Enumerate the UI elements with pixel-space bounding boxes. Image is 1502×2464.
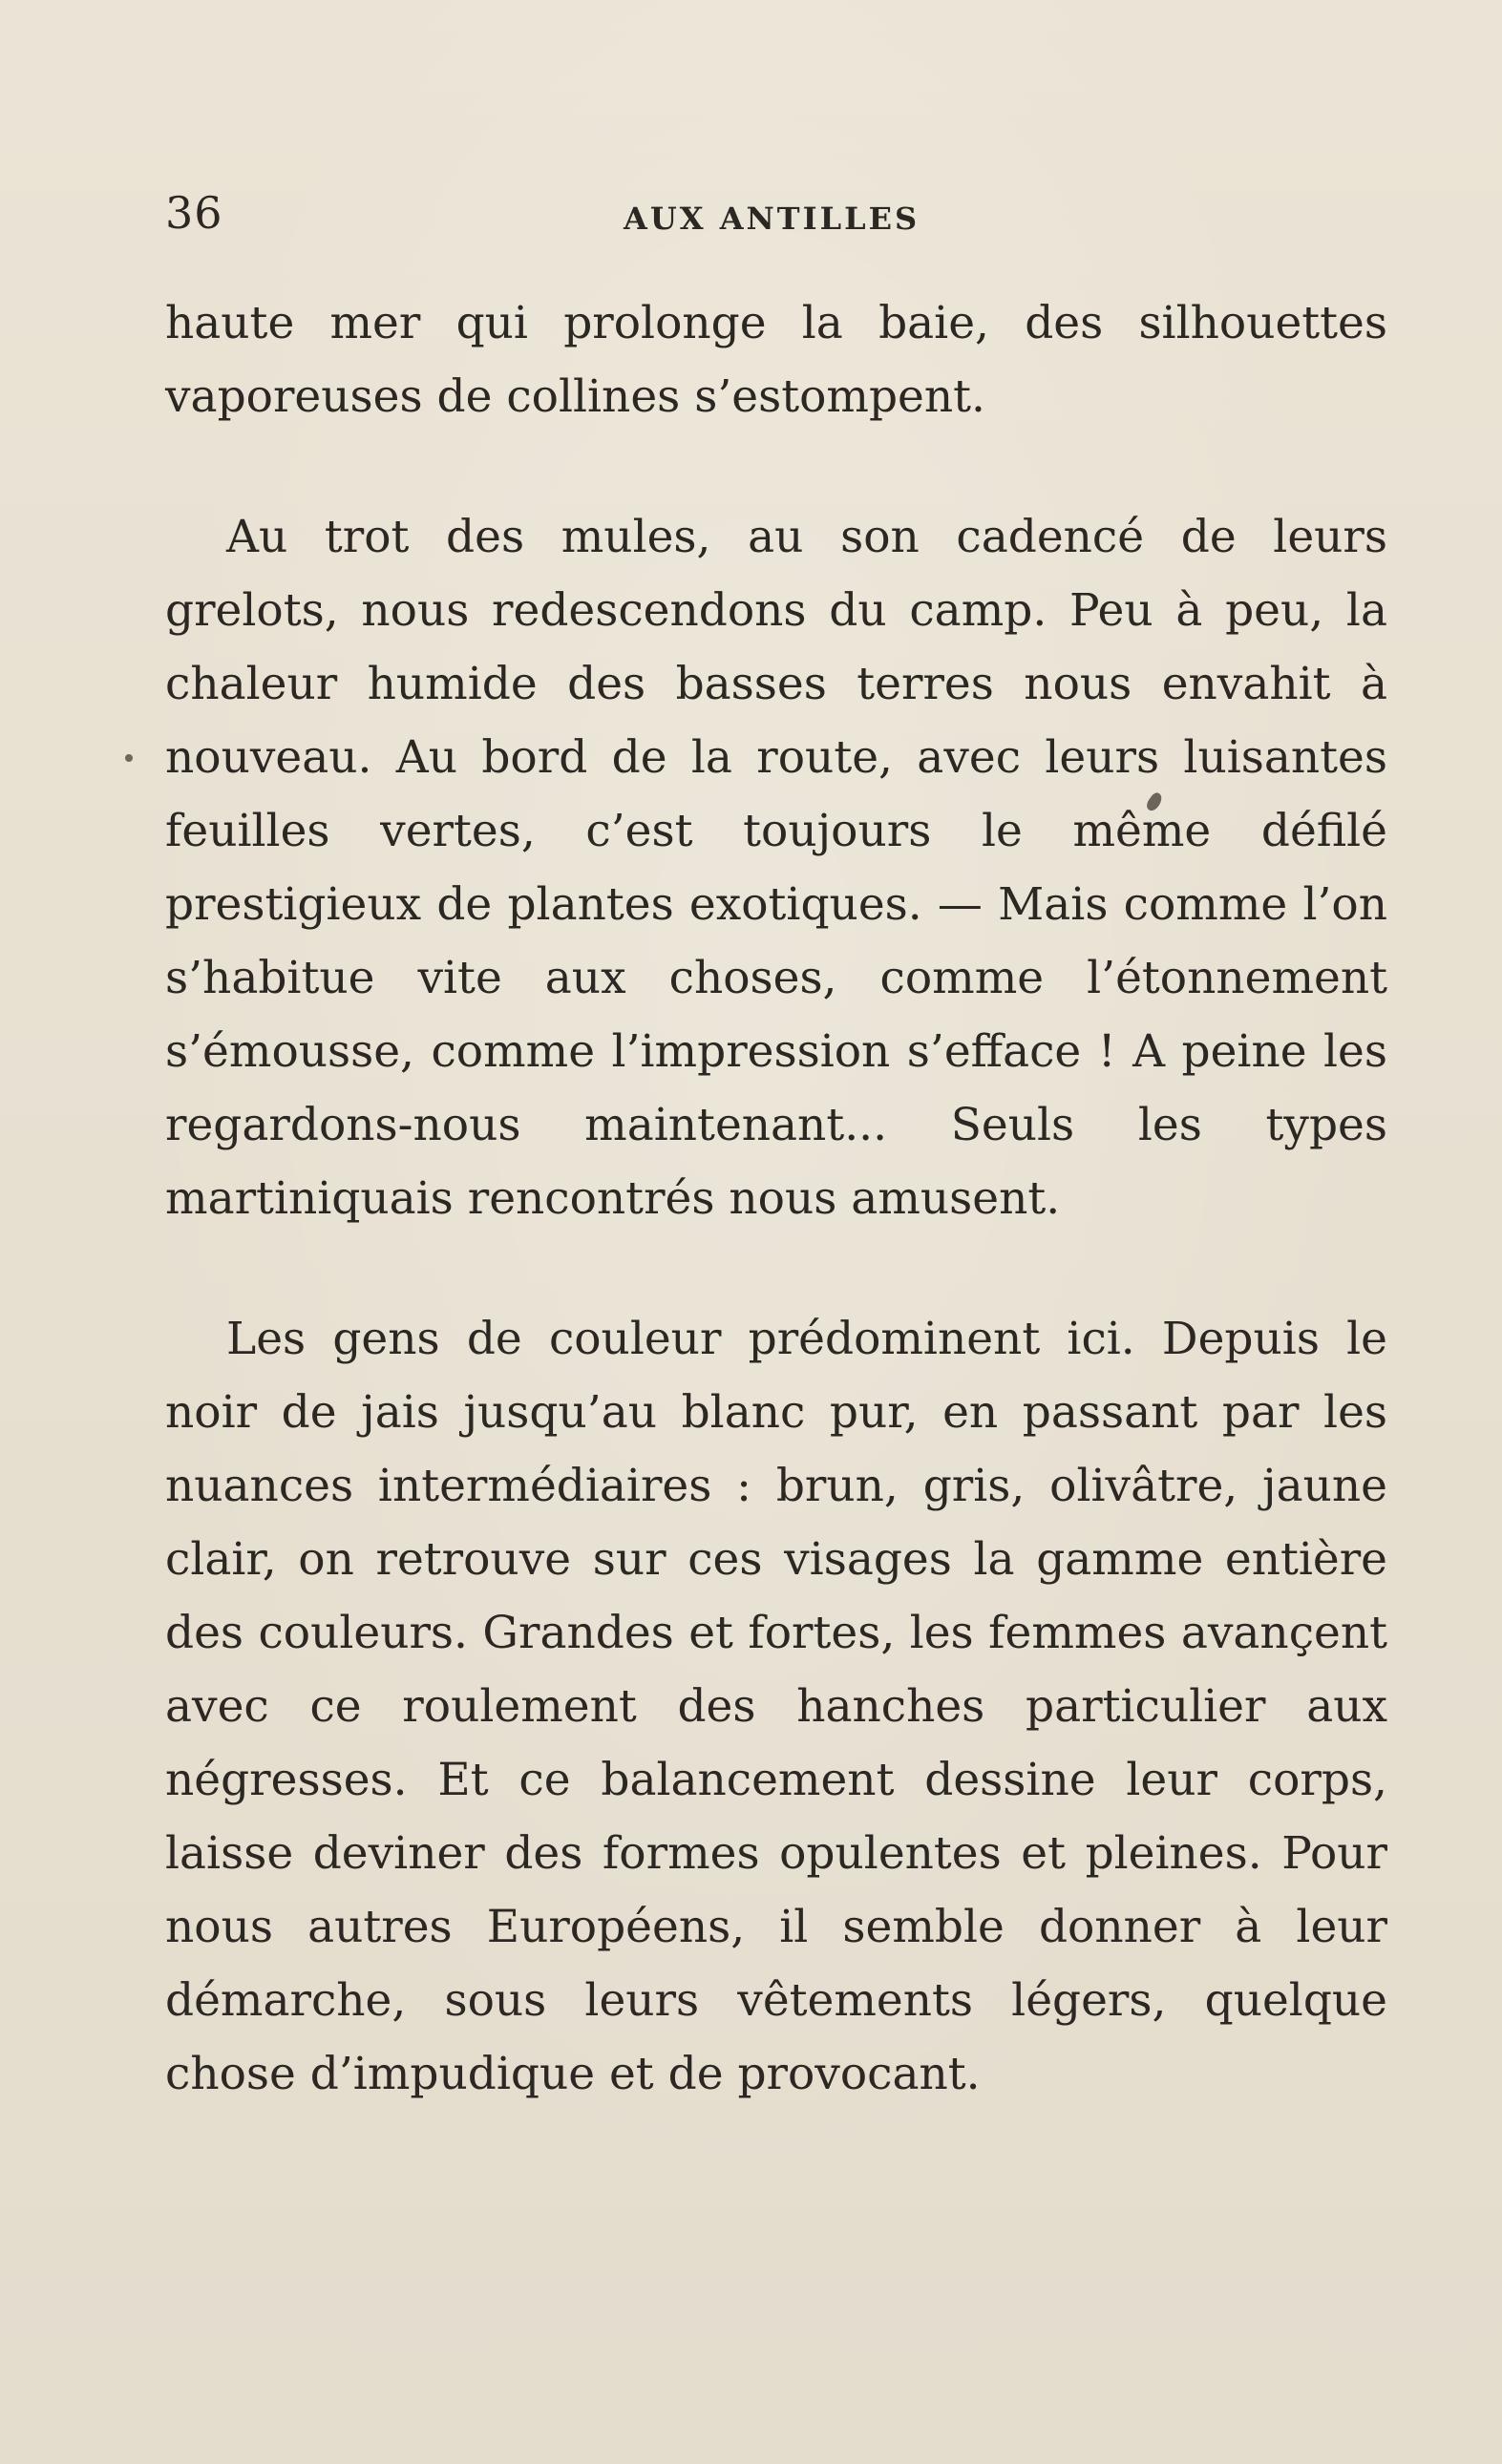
- body-text: [165, 286, 1387, 2111]
- paragraph-gap: [165, 433, 1387, 500]
- paragraph-3: Les gens de couleur prédominent ici. Depuis le noir de jais jusqu’au blanc pur, en passant par les nuances intermédiaires : brun, gris, olivâtre, jaune clair, on retrouve sur ces visages la gamme entière des couleurs. Grandes et fortes, les femmes avançent avec ce roulement des hanches particulier aux négresses. Et ce balancement dessine leur corps, laisse deviner des formes opulentes et pleines. Pour nous autres Européens, il semble donner à leur démarche, sous leurs vêtements légers, quelque chose d’impudique et de provocant.: [165, 1313, 1387, 2100]
- margin-dot: [125, 754, 133, 762]
- paragraph-1: haute mer qui prolonge la baie, des silhouettes vaporeuses de collines s’estompent.: [165, 297, 1387, 423]
- page-number: 36: [165, 187, 223, 239]
- page-header: [165, 187, 1387, 244]
- paragraph-gap: [165, 1235, 1387, 1302]
- running-title: AUX ANTILLES: [624, 200, 920, 237]
- paragraph-2: Au trot des mules, au son cadencé de leurs grelots, nous redescendons du camp. Peu à peu, la chaleur humide des basses terres nous envahit à nouveau. Au bord de la route, avec leurs luisantes feuilles vertes, c’est toujours le même défilé prestigieux de plantes exotiques. — Mais comme l’on s’habitue vite aux choses, comme l’étonnement s’émousse, comme l’impression s’efface ! A peine les regardons-nous maintenant... Seuls les types martiniquais rencontrés nous amusent.: [165, 511, 1387, 1225]
